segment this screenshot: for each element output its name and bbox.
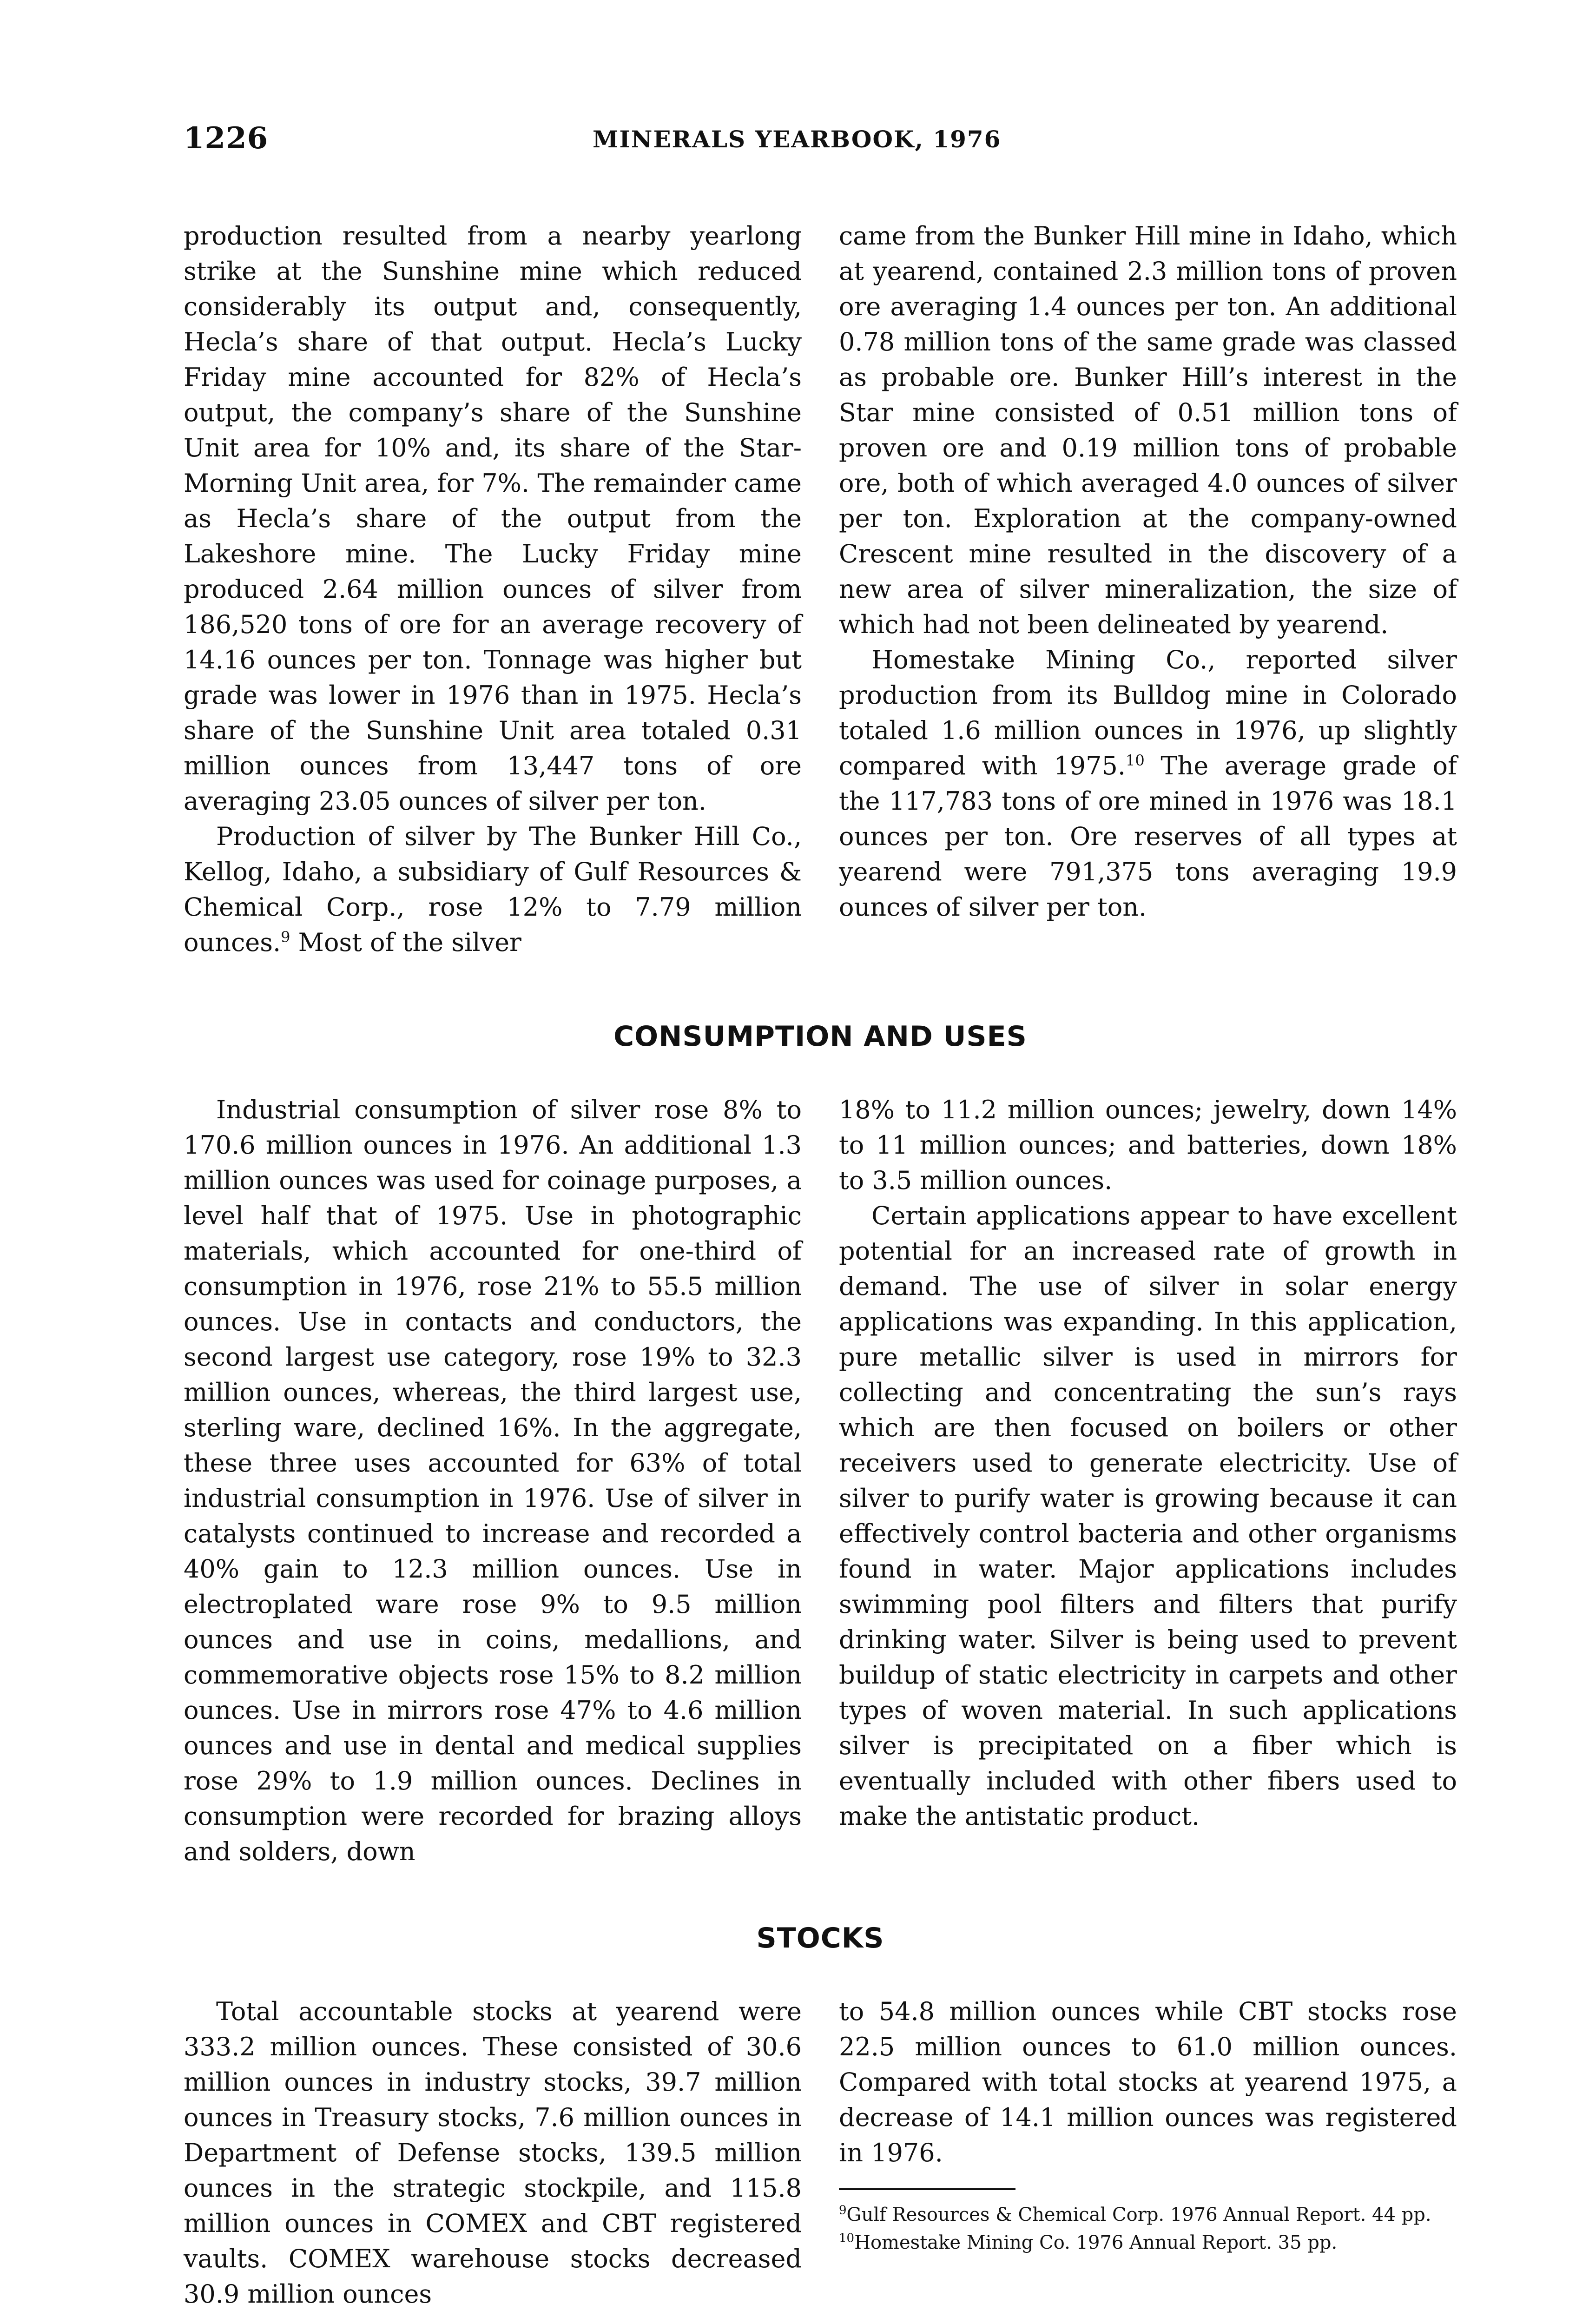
stocks-paragraph-2: to 54.8 million ounces while CBT stocks rose 22.5 million ounces to 61.0 million ounces. Compared with total stocks at yearend 1975, a decrease of 14.1 million ounces was registered in 1976.: [839, 1997, 1457, 2167]
homestake-paragraph: [839, 642, 1457, 925]
stocks-right-column: [839, 1994, 1457, 2312]
footnote-9-text: Gulf Resources & Chemical Corp. 1976 Annual Report. 44 pp.: [846, 2204, 1431, 2225]
production-left-column: [184, 218, 802, 960]
footnote-ref-9: 9: [281, 928, 290, 946]
consumption-paragraph-2: 18% to 11.2 million ounces; jewelry, down 14% to 11 million ounces; and batteries, down 18% to 3.5 million ounces.: [839, 1095, 1457, 1195]
production-paragraph-1: production resulted from a nearby yearlong strike at the Sunshine mine which reduced considerably its output and, consequently, Hecla’s share of that output. Hecla’s Lucky Friday mine accounted for 82% of Hecla’s output, the company’s share of the Sunshine Unit area for 10% and, its share of the Star-Morning Unit area, for 7%. The remainder came as Hecla’s share of the output from the Lakeshore mine. The Lucky Friday mine produced 2.64 million ounces of silver from 186,520 tons of ore for an average recovery of 14.16 ounces per ton. Tonnage was higher but grade was lower in 1976 than in 1975. Hecla’s share of the Sunshine Unit area totaled 0.31 million ounces from 13,447 tons of ore averaging 23.05 ounces of silver per ton.: [184, 221, 802, 816]
footnote-9-ref: 9: [839, 2203, 847, 2218]
production-right-column: [839, 218, 1457, 960]
footnote-10-text: Homestake Mining Co. 1976 Annual Report. 35 pp.: [854, 2232, 1338, 2253]
consumption-section: [184, 1092, 1457, 1869]
production-section: [184, 218, 1457, 960]
stocks-section: [184, 1994, 1457, 2312]
page-number: 1226: [184, 121, 269, 156]
footnote-9: [839, 2202, 1457, 2227]
footnote-10-ref: 10: [839, 2231, 855, 2245]
bunker-hill-paragraph: came from the Bunker Hill mine in Idaho, which at yearend, contained 2.3 million tons of proven ore averaging 1.4 ounces per ton. An additional 0.78 million tons of the same grade was classed as probable ore. Bunker Hill’s interest in the Star mine consisted of 0.51 million tons of proven ore and 0.19 million tons of probable ore, both of which averaged 4.0 ounces of silver per ton. Exploration at the company-owned Crescent mine resulted in the discovery of a new area of silver mineralization, the size of which had not been delineated by yearend.: [839, 221, 1457, 639]
stocks-heading: STOCKS: [756, 1922, 884, 1954]
production-paragraph-2: [184, 819, 802, 960]
consumption-paragraph-1: Industrial consumption of silver rose 8% to 170.6 million ounces in 1976. An additional 1.3 million ounces was used for coinage purposes, a level half that of 1975. Use in photographic materials, which accounted for one-third of consumption in 1976, rose 21% to 55.5 million ounces. Use in contacts and conductors, the second largest use category, rose 19% to 32.3 million ounces, whereas, the third largest use, sterling ware, declined 16%. In the aggregate, these three uses accounted for 63% of total industrial consumption in 1976. Use of silver in catalysts continued to increase and recorded a 40% gain to 12.3 million ounces. Use in electroplated ware rose 9% to 9.5 million ounces and use in coins, medallions, and commemorative objects rose 15% to 8.2 million ounces. Use in mirrors rose 47% to 4.6 million ounces and use in dental and medical supplies rose 29% to 1.9 million ounces. Declines in consumption were recorded for brazing alloys and solders, down: [184, 1095, 802, 1866]
consumption-left-column: [184, 1092, 802, 1869]
footnote-10: [839, 2230, 1457, 2255]
consumption-paragraph-3: Certain applications appear to have excellent potential for an increased rate of growth in demand. The use of silver in solar energy applications was expanding. In this application, pure metallic silver is used in mirrors for collecting and concentrating the sun’s rays which are then focused on boilers or other receivers used to generate electricity. Use of silver to purify water is growing because it can effectively control bacteria and other organisms found in water. Major applications includes swimming pool filters and filters that purify drinking water. Silver is being used to prevent buildup of static electricity in carpets and other types of woven material. In such applications silver is precipitated on a fiber which is eventually included with other fibers used to make the antistatic product.: [839, 1201, 1457, 1831]
running-title: MINERALS YEARBOOK, 1976: [593, 125, 1002, 153]
footnote-ref-10: 10: [1126, 752, 1145, 769]
footnote-divider: [839, 2188, 1015, 2190]
page-header: [184, 121, 1457, 163]
homestake-text-a: Homestake Mining Co., reported silver production from its Bulldog mine in Colorado totaled 1.6 million ounces in 1976, up slightly compared with 1975.: [839, 645, 1457, 780]
bunker-hill-text: Production of silver by The Bunker Hill Co., Kellog, Idaho, a subsidiary of Gulf Resources & Chemical Corp., rose 12% to 7.79 million ounces.: [184, 822, 802, 957]
consumption-heading: CONSUMPTION AND USES: [613, 1020, 1027, 1053]
stocks-left-column: [184, 1994, 802, 2312]
homestake-text-b: The average grade of the 117,783 tons of ore mined in 1976 was 18.1 ounces per ton. Ore reserves of all types at yearend were 791,375 tons averaging 19.9 ounces of silver per ton.: [839, 751, 1457, 922]
consumption-right-column: [839, 1092, 1457, 1869]
bunker-hill-tail: Most of the silver: [290, 928, 521, 957]
stocks-paragraph-1: Total accountable stocks at yearend were 333.2 million ounces. These consisted of 30.6 million ounces in industry stocks, 39.7 million ounces in Treasury stocks, 7.6 million ounces in Department of Defense stocks, 139.5 million ounces in the strategic stockpile, and 115.8 million ounces in COMEX and CBT registered vaults. COMEX warehouse stocks decreased 30.9 million ounces: [184, 1997, 802, 2309]
